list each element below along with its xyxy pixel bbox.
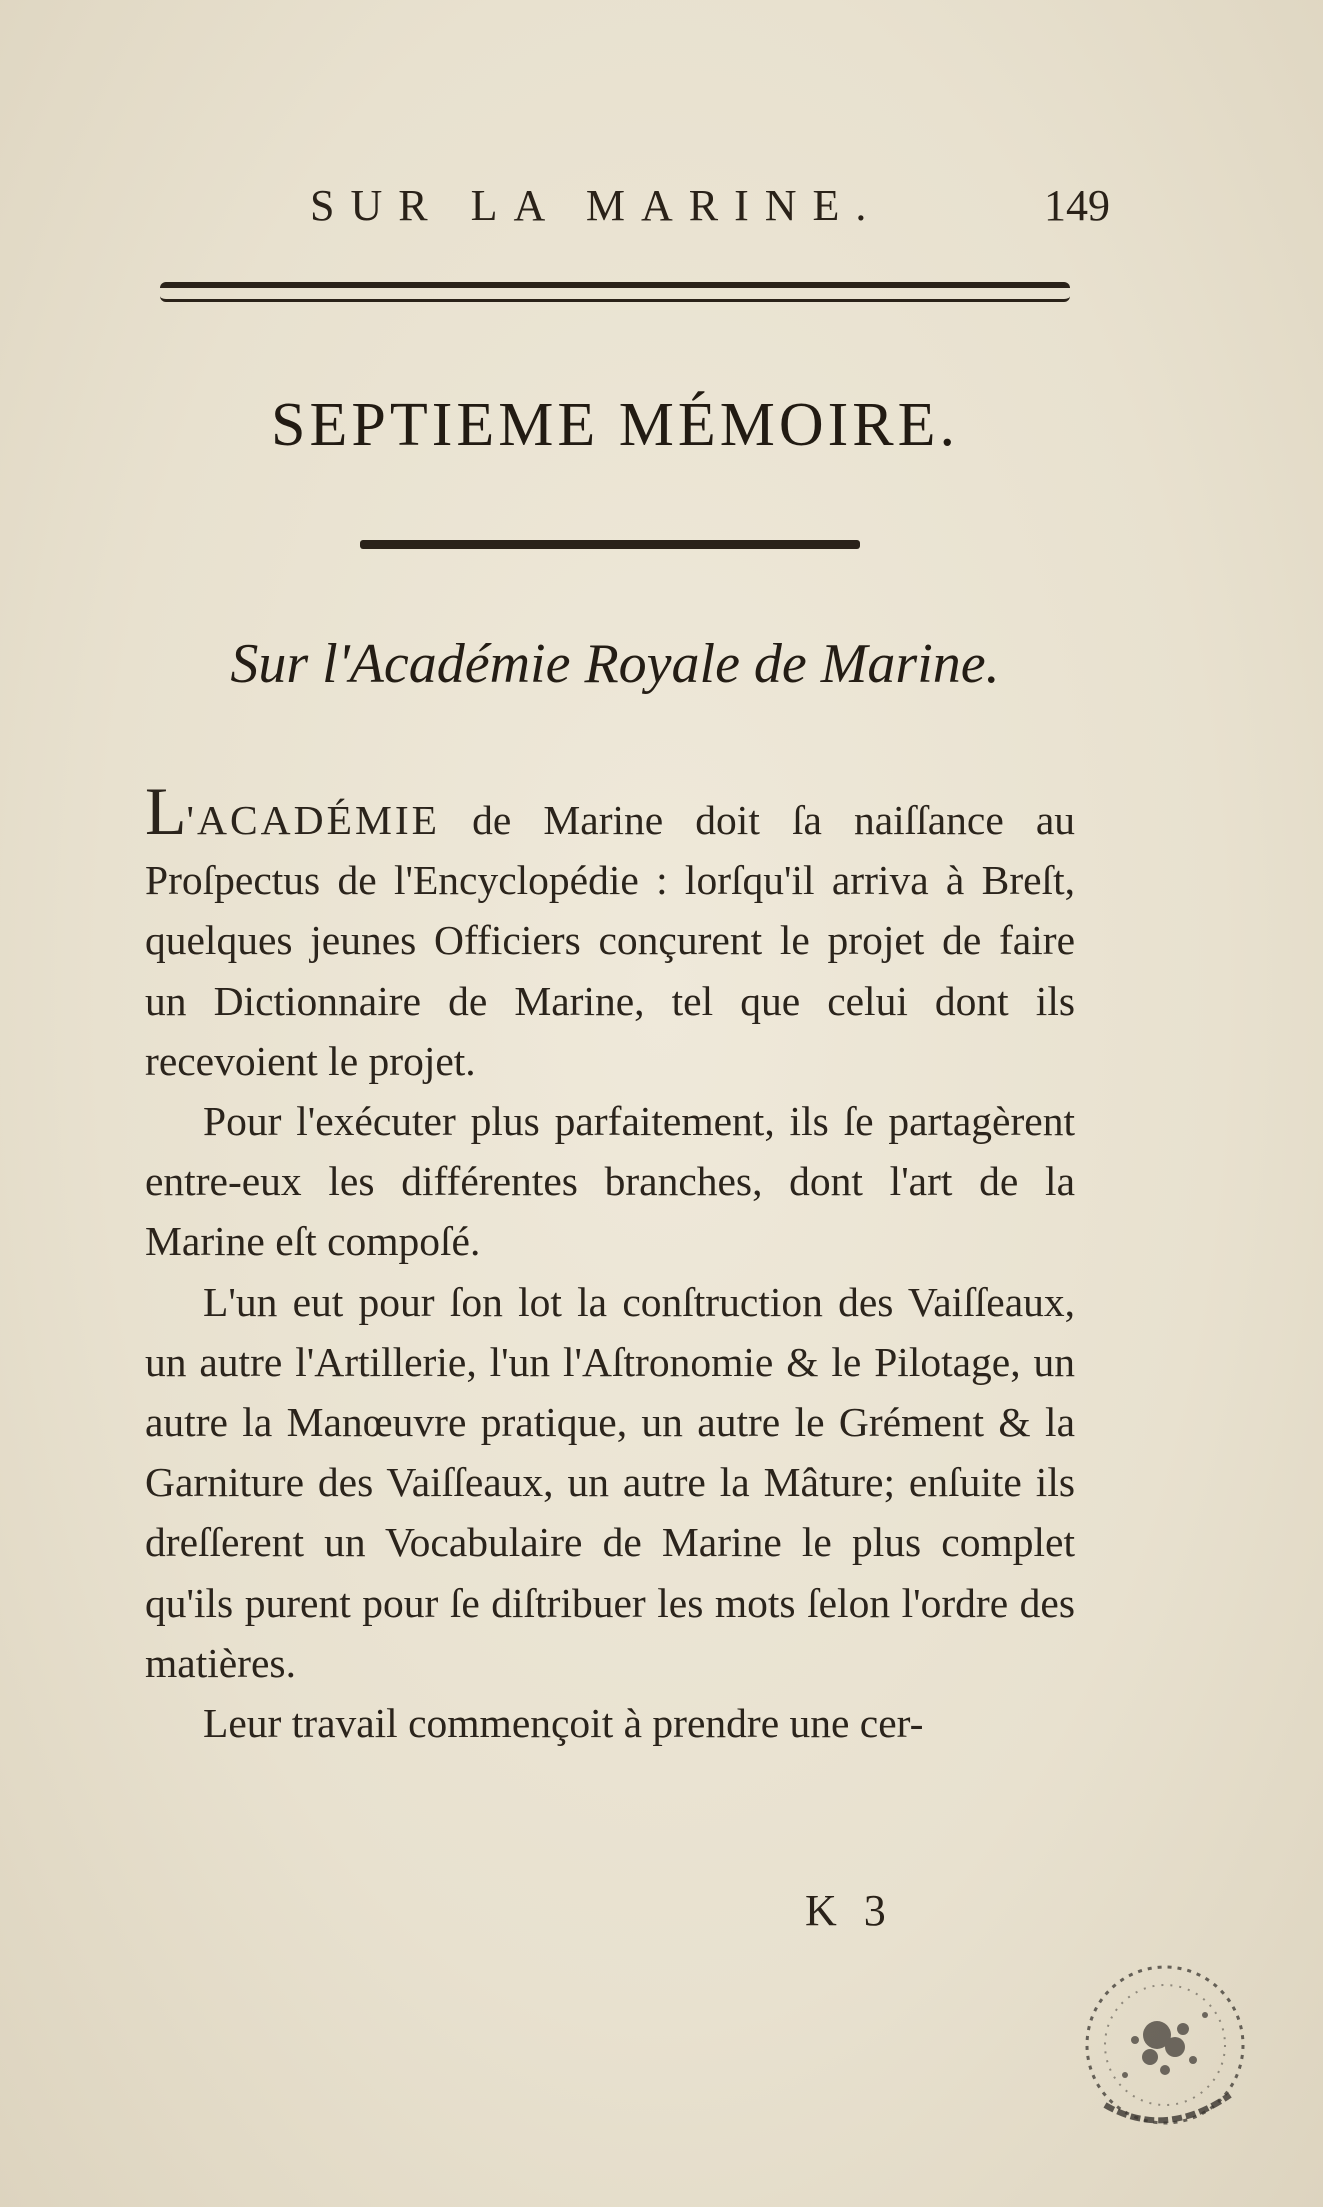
paragraph-3: L'un eut pour ſon lot la conſtruction des Vaiſſeaux, un autre l'Artillerie, l'un l'Aſtronomie & le Pilotage, un autre la Manœuvre pratique, un autre le Grément & la Garniture des Vaiſſeaux, un autre la Mâture; enſuite ils dreſſerent un Vocabulaire de Marine le plus complet qu'ils purent pour ſe diſtribuer les mots ſelon l'ordre des matières. bbox=[145, 1278, 1075, 1686]
first-word-smallcaps: 'ACADÉMIE bbox=[186, 797, 441, 843]
paragraph-1 bbox=[145, 773, 1075, 1091]
paragraph-2: Pour l'exécuter plus parfaitement, ils ſe partagèrent entre-eux les différentes branches, dont l'art de la Marine eſt compoſé. bbox=[145, 1098, 1075, 1265]
paragraph-1-text: de Marine doit ſa naiſſance au Proſpectus de l'Encyclopédie : lorſqu'il arriva à Breſt, quelques jeunes Officiers conçurent le projet de faire un Dictionnaire de Marine, tel que celui dont ils recevoient le projet. bbox=[145, 797, 1075, 1084]
chapter-title: SEPTIEME MÉMOIRE. bbox=[271, 391, 959, 459]
library-stamp-icon bbox=[1065, 1945, 1265, 2145]
header-double-rule bbox=[160, 282, 1070, 302]
title-rule bbox=[360, 540, 860, 549]
paragraph-4: Leur travail commençoit à prendre une cer- bbox=[203, 1700, 924, 1747]
running-head-title: SUR LA MARINE. bbox=[310, 181, 883, 230]
body-text bbox=[145, 773, 1075, 1753]
drop-initial: L bbox=[145, 773, 187, 849]
signature-mark: K 3 bbox=[805, 1886, 894, 1935]
section-subtitle: Sur l'Académie Royale de Marine. bbox=[230, 633, 1000, 695]
page-number: 149 bbox=[1044, 181, 1110, 230]
running-head bbox=[160, 180, 1110, 240]
